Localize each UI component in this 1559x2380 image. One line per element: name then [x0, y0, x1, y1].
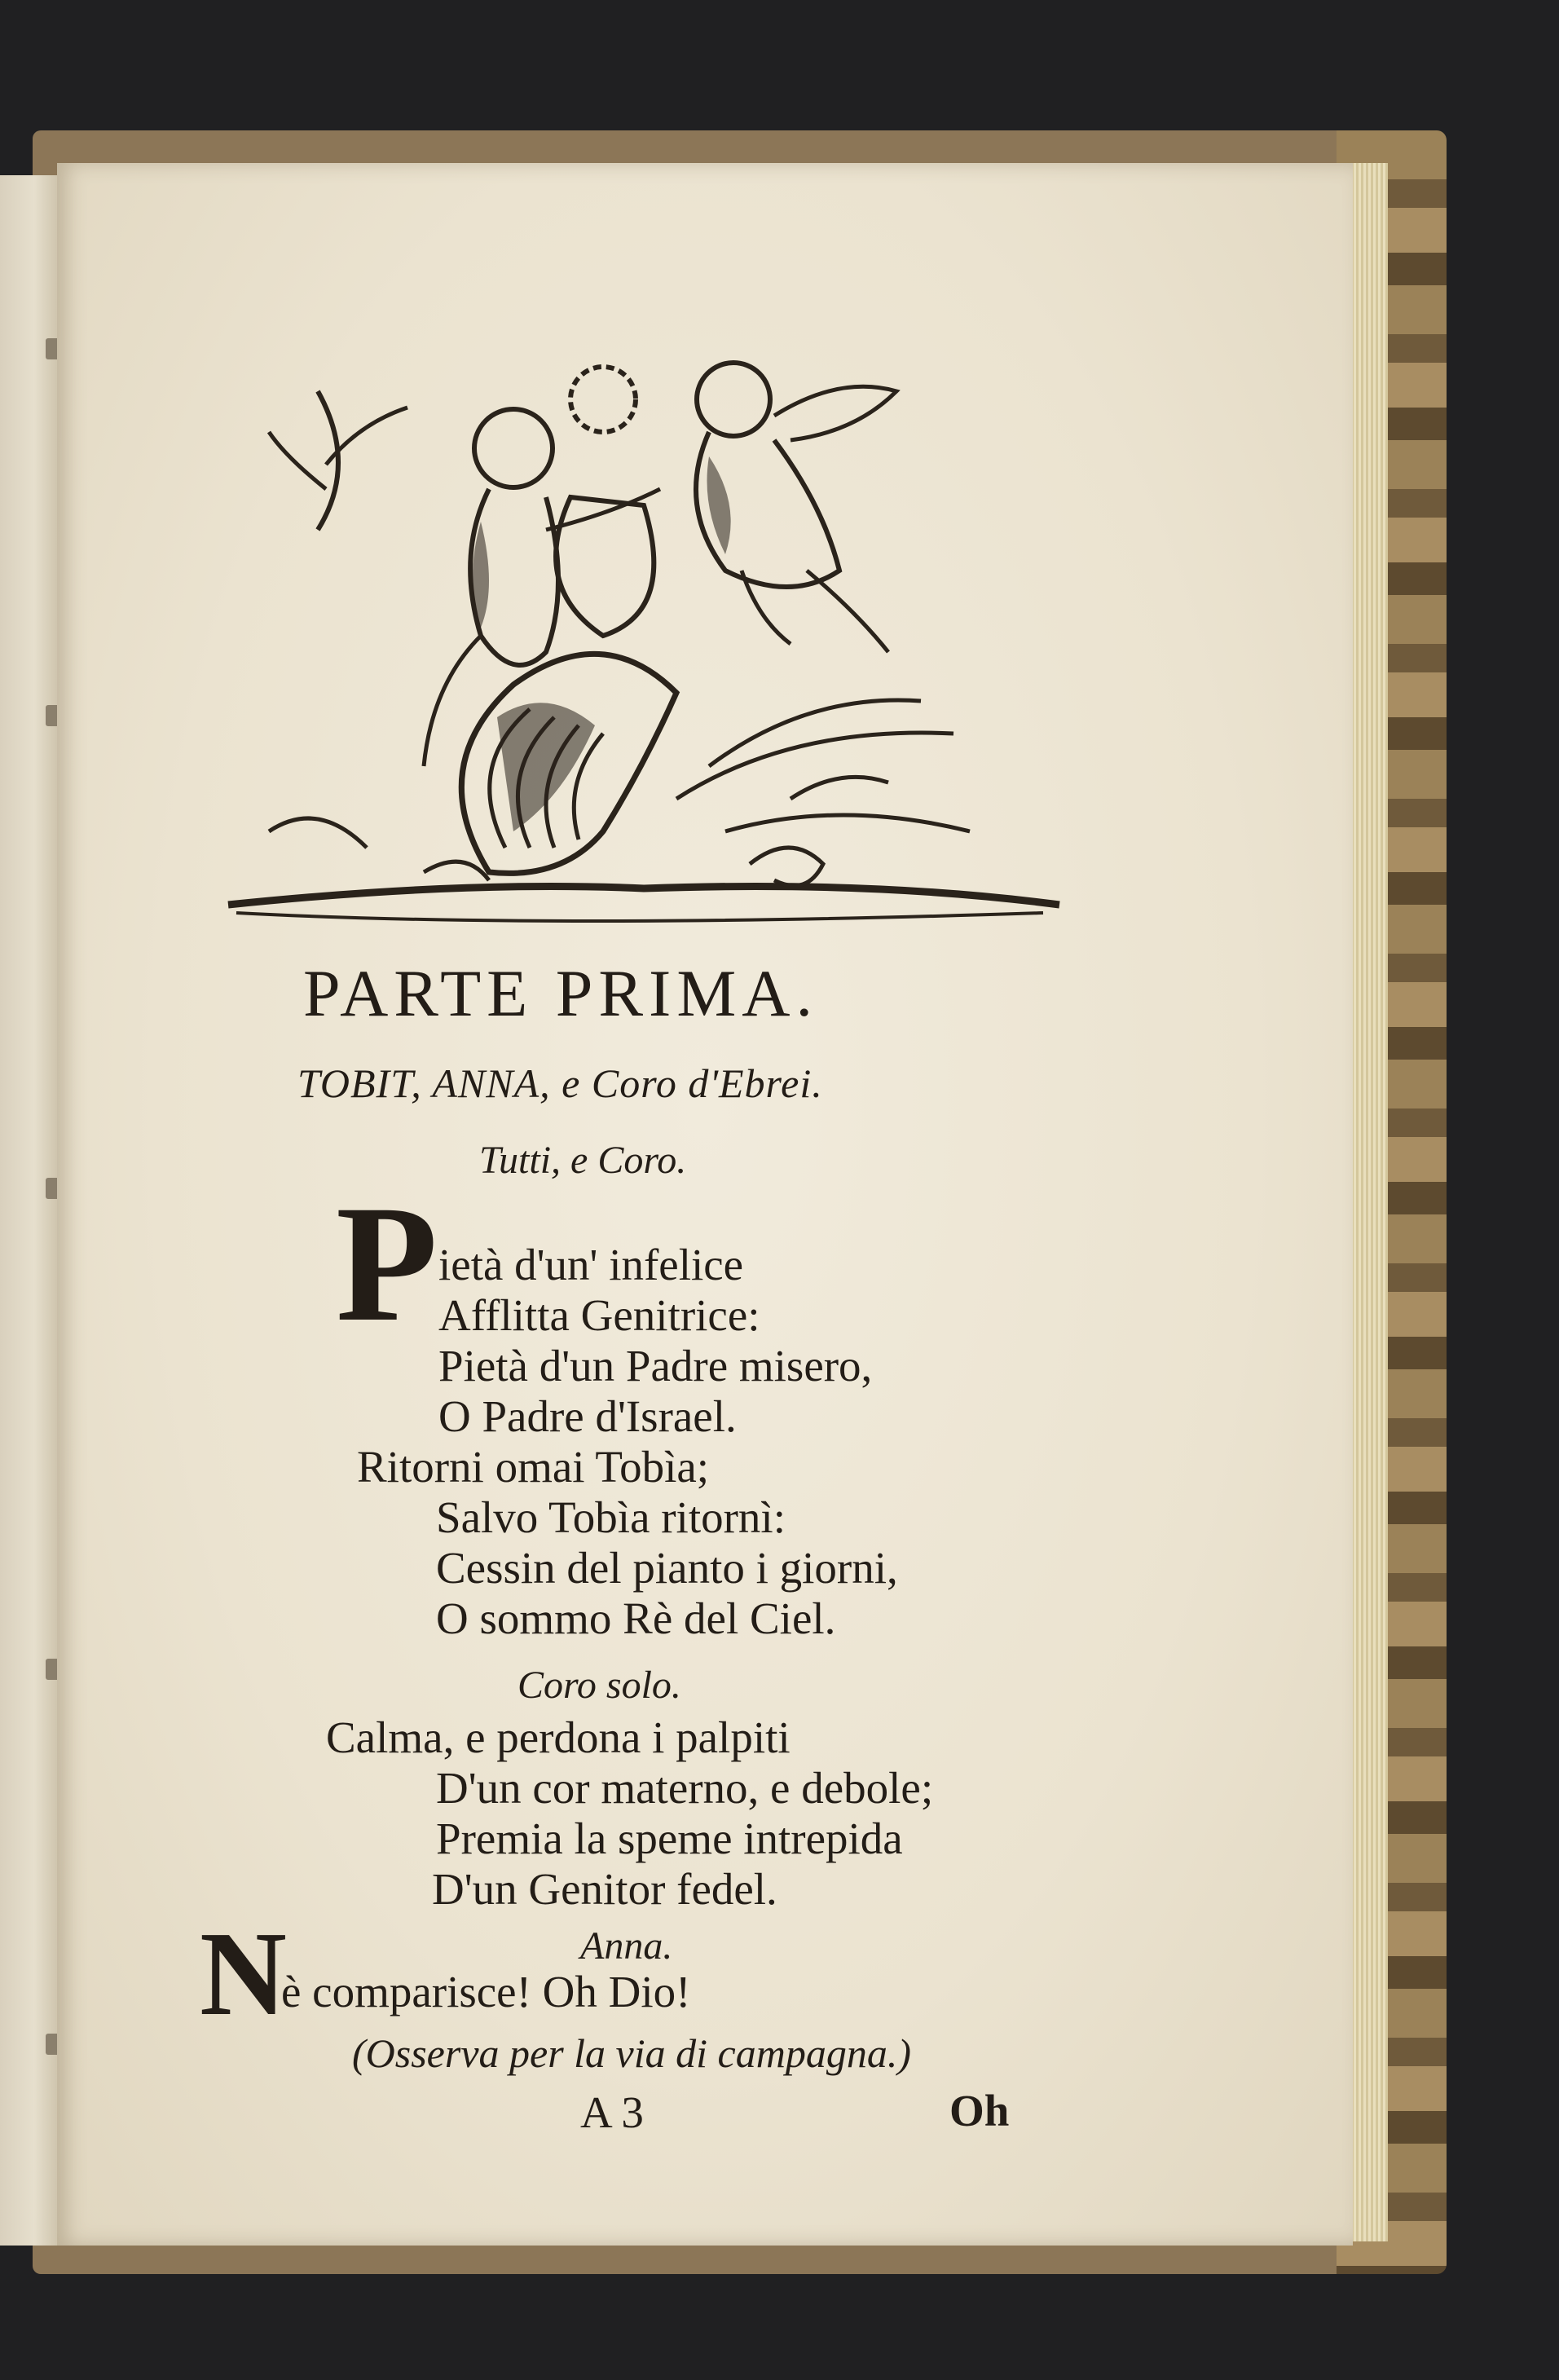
verse-line: è comparisce! Oh Dio! [281, 1967, 691, 2016]
verse-line: Cessin del pianto i giorni, [436, 1543, 898, 1593]
verse-line: Pietà d'un Padre misero, [438, 1341, 873, 1391]
speaker-anna: Anna. [580, 1924, 673, 1968]
speaker-coro: Coro solo. [517, 1664, 681, 1707]
page-title: PARTE PRIMA. [303, 956, 818, 1030]
verse-line: ietà d'un' infelice [438, 1240, 744, 1289]
characters-line: TOBIT, ANNA, e Coro d'Ebrei. [297, 1060, 823, 1106]
verse-line: Premia la speme intrepida [436, 1814, 903, 1863]
verse-line: Salvo Tobìa ritornì: [436, 1492, 786, 1542]
drop-cap-p: P [336, 1171, 438, 1356]
verse-line: D'un cor materno, e debole; [436, 1763, 934, 1813]
catchword: Oh [949, 2086, 1010, 2135]
drop-cap-n: N [200, 1907, 287, 2041]
verse-line: D'un Genitor fedel. [432, 1864, 777, 1914]
signature-mark: A 3 [580, 2087, 644, 2137]
verse-line: O sommo Rè del Ciel. [436, 1593, 836, 1643]
verse-line: O Padre d'Israel. [438, 1391, 737, 1441]
verse-line: Ritorni omai Tobìa; [357, 1442, 710, 1492]
verse-line: Afflitta Genitrice: [438, 1290, 760, 1340]
stage-direction: (Osserva per la via di campagna.) [352, 2030, 911, 2076]
verse-line: Calma, e perdona i palpiti [326, 1712, 791, 1762]
speaker-tutti: Tutti, e Coro. [479, 1139, 687, 1182]
